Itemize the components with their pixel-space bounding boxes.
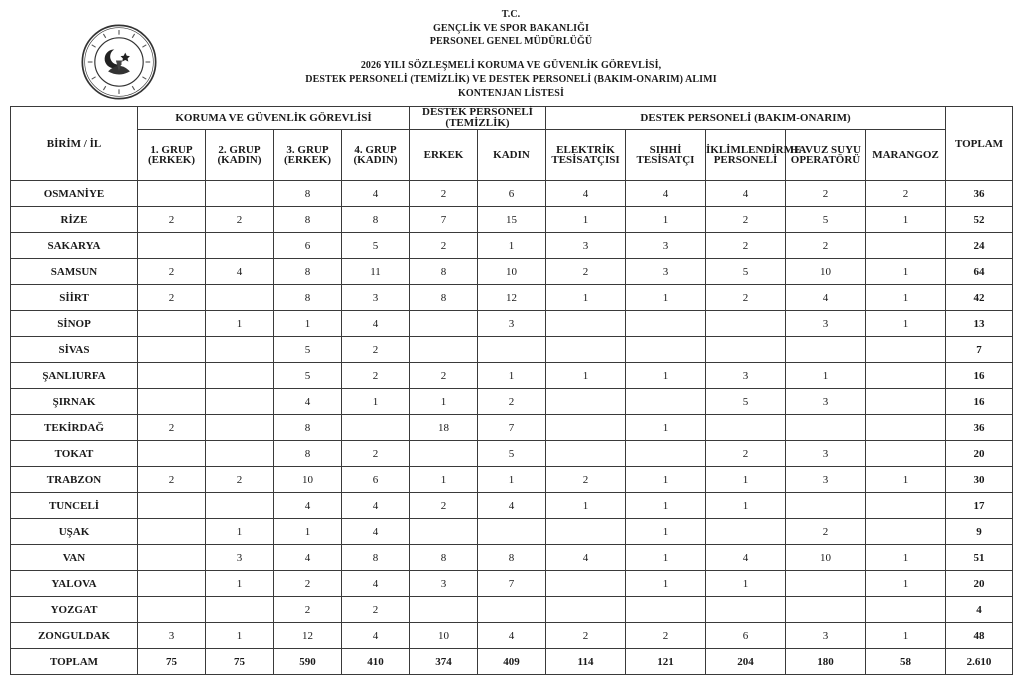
table-cell: 2 <box>342 363 410 389</box>
table-cell: 7 <box>478 415 546 441</box>
table-cell <box>410 519 478 545</box>
table-cell: 4 <box>626 181 706 207</box>
table-cell: 409 <box>478 649 546 675</box>
table-cell <box>786 493 866 519</box>
table-cell: 1 <box>410 389 478 415</box>
table-cell: 5 <box>786 207 866 233</box>
table-cell: 8 <box>274 441 342 467</box>
table-cell: 11 <box>342 259 410 285</box>
column-header: 4. GRUP (KADIN) <box>342 130 410 181</box>
table-cell: 10 <box>410 623 478 649</box>
table-cell: 1 <box>478 467 546 493</box>
table-cell <box>626 389 706 415</box>
table-cell: 5 <box>478 441 546 467</box>
table-cell: 2 <box>706 207 786 233</box>
table-cell <box>206 337 274 363</box>
row-total-cell: 16 <box>946 389 1013 415</box>
province-name: SAKARYA <box>11 233 138 259</box>
table-cell: 1 <box>866 207 946 233</box>
table-row <box>11 441 1013 467</box>
table-cell: 5 <box>342 233 410 259</box>
table-cell: 10 <box>274 467 342 493</box>
table-cell: 4 <box>478 493 546 519</box>
table-cell: 1 <box>274 311 342 337</box>
table-cell <box>138 233 206 259</box>
table-cell: 15 <box>478 207 546 233</box>
table-cell <box>410 311 478 337</box>
table-cell: 1 <box>626 207 706 233</box>
column-header: 1. GRUP (ERKEK) <box>138 130 206 181</box>
header-group-bakim: DESTEK PERSONELİ (BAKIM-ONARIM) <box>546 107 946 130</box>
table-cell: 8 <box>478 545 546 571</box>
province-name: TOKAT <box>11 441 138 467</box>
table-cell: 10 <box>786 259 866 285</box>
table-cell: 1 <box>626 571 706 597</box>
table-cell: 8 <box>410 259 478 285</box>
table-cell: 2 <box>410 363 478 389</box>
table-cell: 1 <box>706 467 786 493</box>
table-cell: 4 <box>342 181 410 207</box>
province-name: ZONGULDAK <box>11 623 138 649</box>
row-total-cell: 30 <box>946 467 1013 493</box>
table-cell: 1 <box>206 519 274 545</box>
document-header <box>10 5 1012 105</box>
table-cell: 75 <box>138 649 206 675</box>
header-line-tc: T.C. <box>501 9 521 20</box>
column-header: MARANGOZ <box>866 130 946 181</box>
table-cell <box>138 441 206 467</box>
table-cell: 4 <box>342 493 410 519</box>
table-cell <box>478 597 546 623</box>
table-cell: 3 <box>786 311 866 337</box>
province-name: RİZE <box>11 207 138 233</box>
quota-table <box>10 106 1013 675</box>
column-header: 2. GRUP (KADIN) <box>206 130 274 181</box>
table-cell <box>866 493 946 519</box>
table-cell: 4 <box>342 571 410 597</box>
table-cell <box>138 337 206 363</box>
table-row <box>11 571 1013 597</box>
province-name: TEKİRDAĞ <box>11 415 138 441</box>
table-cell: 10 <box>478 259 546 285</box>
table-cell: 8 <box>274 285 342 311</box>
table-cell: 12 <box>478 285 546 311</box>
table-cell <box>626 337 706 363</box>
table-cell: 4 <box>478 623 546 649</box>
table-cell <box>546 571 626 597</box>
table-cell: 1 <box>866 285 946 311</box>
column-header: 3. GRUP (ERKEK) <box>274 130 342 181</box>
table-cell <box>410 337 478 363</box>
table-cell <box>342 415 410 441</box>
table-cell <box>706 415 786 441</box>
header-line-title-3: KONTENJAN LİSTESİ <box>458 88 564 99</box>
table-cell <box>206 363 274 389</box>
province-name: SİVAS <box>11 337 138 363</box>
row-total-cell: 51 <box>946 545 1013 571</box>
table-cell: 2 <box>342 441 410 467</box>
table-cell: 2 <box>786 519 866 545</box>
table-cell <box>206 597 274 623</box>
province-name: VAN <box>11 545 138 571</box>
table-cell: 2 <box>626 623 706 649</box>
header-toplam: TOPLAM <box>946 107 1013 181</box>
table-row <box>11 519 1013 545</box>
table-cell <box>706 597 786 623</box>
table-cell: 2 <box>138 207 206 233</box>
table-cell: 10 <box>786 545 866 571</box>
table-cell: 121 <box>626 649 706 675</box>
table-cell <box>206 389 274 415</box>
table-cell: 8 <box>274 259 342 285</box>
table-cell: 180 <box>786 649 866 675</box>
table-cell: 1 <box>546 363 626 389</box>
table-cell: 1 <box>706 493 786 519</box>
table-cell: 1 <box>546 285 626 311</box>
table-cell <box>866 441 946 467</box>
table-cell: 4 <box>706 545 786 571</box>
table-row <box>11 207 1013 233</box>
table-cell: 4 <box>274 545 342 571</box>
table-cell: 2 <box>706 233 786 259</box>
table-cell <box>866 415 946 441</box>
table-cell: 1 <box>410 467 478 493</box>
table-cell: 1 <box>866 623 946 649</box>
table-cell: 1 <box>206 311 274 337</box>
summary-label: TOPLAM <box>11 649 138 675</box>
table-cell: 2 <box>786 233 866 259</box>
table-cell: 3 <box>546 233 626 259</box>
header-birim: BİRİM / İL <box>11 107 138 181</box>
province-name: SİİRT <box>11 285 138 311</box>
table-cell <box>786 571 866 597</box>
table-cell: 1 <box>786 363 866 389</box>
table-cell: 5 <box>706 259 786 285</box>
table-cell: 2 <box>410 233 478 259</box>
column-header: SIHHİ TESİSATÇI <box>626 130 706 181</box>
table-cell: 8 <box>410 545 478 571</box>
header-group-koruma: KORUMA VE GÜVENLİK GÖREVLİSİ <box>138 107 410 130</box>
table-cell: 1 <box>206 571 274 597</box>
table-cell: 6 <box>478 181 546 207</box>
table-cell: 1 <box>626 285 706 311</box>
table-cell <box>138 519 206 545</box>
table-cell <box>706 519 786 545</box>
header-group-temizlik: DESTEK PERSONELİ (TEMİZLİK) <box>410 107 546 130</box>
table-cell: 204 <box>706 649 786 675</box>
province-name: TRABZON <box>11 467 138 493</box>
province-name: ŞANLIURFA <box>11 363 138 389</box>
table-cell: 2 <box>478 389 546 415</box>
table-cell <box>706 311 786 337</box>
table-cell: 4 <box>342 519 410 545</box>
row-total-cell: 16 <box>946 363 1013 389</box>
table-cell <box>206 181 274 207</box>
table-cell: 4 <box>274 389 342 415</box>
table-cell: 58 <box>866 649 946 675</box>
row-total-cell: 24 <box>946 233 1013 259</box>
table-cell: 6 <box>342 467 410 493</box>
row-total-cell: 36 <box>946 415 1013 441</box>
table-cell: 4 <box>706 181 786 207</box>
quota-table-body <box>11 181 1013 675</box>
table-cell <box>786 597 866 623</box>
row-total-cell: 9 <box>946 519 1013 545</box>
table-cell: 1 <box>546 207 626 233</box>
table-row <box>11 285 1013 311</box>
table-cell: 3 <box>786 441 866 467</box>
table-cell: 2 <box>206 467 274 493</box>
table-cell <box>410 441 478 467</box>
table-cell: 2 <box>706 441 786 467</box>
table-cell <box>138 389 206 415</box>
table-cell <box>626 597 706 623</box>
province-name: YALOVA <box>11 571 138 597</box>
province-name: SAMSUN <box>11 259 138 285</box>
table-row <box>11 259 1013 285</box>
table-cell: 2 <box>138 285 206 311</box>
table-cell <box>866 363 946 389</box>
table-cell: 374 <box>410 649 478 675</box>
summary-row <box>11 649 1013 675</box>
table-cell: 2 <box>706 285 786 311</box>
column-header: HAVUZ SUYU OPERATÖRÜ <box>786 130 866 181</box>
table-cell: 12 <box>274 623 342 649</box>
row-total-cell: 4 <box>946 597 1013 623</box>
table-cell: 4 <box>546 181 626 207</box>
table-cell: 2 <box>274 571 342 597</box>
table-cell: 3 <box>626 259 706 285</box>
table-cell: 1 <box>478 233 546 259</box>
table-cell <box>626 441 706 467</box>
row-total-cell: 17 <box>946 493 1013 519</box>
table-cell: 2 <box>546 259 626 285</box>
table-cell: 1 <box>478 363 546 389</box>
table-cell: 114 <box>546 649 626 675</box>
table-cell <box>138 311 206 337</box>
table-cell: 2 <box>138 259 206 285</box>
table-row <box>11 597 1013 623</box>
table-cell: 3 <box>410 571 478 597</box>
table-cell <box>138 493 206 519</box>
header-line-ministry: GENÇLİK VE SPOR BAKANLIĞI <box>433 23 589 34</box>
table-cell: 8 <box>274 415 342 441</box>
table-cell: 4 <box>342 623 410 649</box>
table-row <box>11 467 1013 493</box>
table-cell <box>786 415 866 441</box>
table-cell <box>206 415 274 441</box>
row-total-cell: 42 <box>946 285 1013 311</box>
table-row <box>11 545 1013 571</box>
grand-total-cell: 2.610 <box>946 649 1013 675</box>
table-cell: 5 <box>706 389 786 415</box>
table-cell <box>546 441 626 467</box>
table-cell: 8 <box>342 207 410 233</box>
table-cell: 1 <box>342 389 410 415</box>
table-cell: 1 <box>866 467 946 493</box>
table-cell: 2 <box>410 493 478 519</box>
table-cell: 1 <box>546 493 626 519</box>
table-cell: 1 <box>626 519 706 545</box>
table-row <box>11 181 1013 207</box>
table-cell <box>706 337 786 363</box>
table-cell <box>206 233 274 259</box>
table-cell: 410 <box>342 649 410 675</box>
table-cell: 3 <box>138 623 206 649</box>
table-cell: 1 <box>626 467 706 493</box>
table-cell: 1 <box>866 259 946 285</box>
table-row <box>11 363 1013 389</box>
table-cell: 3 <box>478 311 546 337</box>
table-cell <box>546 337 626 363</box>
row-total-cell: 64 <box>946 259 1013 285</box>
table-cell: 6 <box>274 233 342 259</box>
table-cell: 5 <box>274 363 342 389</box>
table-cell: 8 <box>274 207 342 233</box>
table-cell <box>138 181 206 207</box>
table-cell: 1 <box>626 363 706 389</box>
table-cell: 4 <box>786 285 866 311</box>
table-cell: 3 <box>206 545 274 571</box>
table-cell <box>626 311 706 337</box>
column-header: KADIN <box>478 130 546 181</box>
table-cell <box>546 519 626 545</box>
table-cell: 2 <box>206 207 274 233</box>
table-row <box>11 337 1013 363</box>
table-cell: 2 <box>546 623 626 649</box>
province-name: TUNCELİ <box>11 493 138 519</box>
header-line-title-2: DESTEK PERSONELİ (TEMİZLİK) VE DESTEK PERSONELİ (BAKIM-ONARIM) ALIMI <box>305 74 717 85</box>
table-cell: 1 <box>274 519 342 545</box>
table-cell: 2 <box>410 181 478 207</box>
table-cell <box>206 493 274 519</box>
table-cell: 4 <box>274 493 342 519</box>
table-cell: 590 <box>274 649 342 675</box>
table-cell <box>866 597 946 623</box>
table-cell <box>138 597 206 623</box>
table-cell <box>138 363 206 389</box>
table-cell: 3 <box>786 467 866 493</box>
table-cell: 3 <box>626 233 706 259</box>
table-row <box>11 389 1013 415</box>
header-line-directorate: PERSONEL GENEL MÜDÜRLÜĞÜ <box>429 36 593 47</box>
province-name: UŞAK <box>11 519 138 545</box>
table-cell <box>206 441 274 467</box>
table-cell <box>138 571 206 597</box>
table-row <box>11 415 1013 441</box>
table-cell: 6 <box>706 623 786 649</box>
table-row <box>11 233 1013 259</box>
table-cell <box>786 337 866 363</box>
table-cell: 7 <box>478 571 546 597</box>
table-cell <box>478 337 546 363</box>
table-cell: 2 <box>866 181 946 207</box>
table-cell <box>410 597 478 623</box>
table-cell: 2 <box>342 597 410 623</box>
table-cell: 3 <box>342 285 410 311</box>
table-cell: 4 <box>342 311 410 337</box>
table-cell: 1 <box>866 571 946 597</box>
table-cell: 8 <box>342 545 410 571</box>
table-cell: 1 <box>626 545 706 571</box>
table-cell: 1 <box>626 415 706 441</box>
table-cell <box>478 519 546 545</box>
table-cell: 2 <box>342 337 410 363</box>
table-cell: 3 <box>706 363 786 389</box>
table-cell <box>206 285 274 311</box>
table-cell <box>546 415 626 441</box>
row-total-cell: 48 <box>946 623 1013 649</box>
table-cell: 2 <box>138 415 206 441</box>
province-name: YOZGAT <box>11 597 138 623</box>
province-name: SİNOP <box>11 311 138 337</box>
table-cell: 2 <box>786 181 866 207</box>
table-cell <box>866 233 946 259</box>
table-cell: 3 <box>786 389 866 415</box>
table-cell: 2 <box>138 467 206 493</box>
row-total-cell: 7 <box>946 337 1013 363</box>
table-cell: 1 <box>706 571 786 597</box>
table-cell <box>138 545 206 571</box>
row-total-cell: 20 <box>946 441 1013 467</box>
table-cell: 2 <box>546 467 626 493</box>
table-cell: 1 <box>626 493 706 519</box>
table-cell: 18 <box>410 415 478 441</box>
table-cell: 2 <box>274 597 342 623</box>
table-row <box>11 493 1013 519</box>
column-header: ELEKTRİK TESİSATÇISI <box>546 130 626 181</box>
table-cell <box>546 597 626 623</box>
table-cell: 1 <box>866 311 946 337</box>
table-cell <box>866 337 946 363</box>
column-header: İKLİMLENDİRME PERSONELİ <box>706 130 786 181</box>
table-cell: 1 <box>206 623 274 649</box>
province-name: OSMANİYE <box>11 181 138 207</box>
row-total-cell: 13 <box>946 311 1013 337</box>
table-cell: 4 <box>206 259 274 285</box>
table-cell: 4 <box>546 545 626 571</box>
table-cell <box>866 389 946 415</box>
table-cell: 8 <box>410 285 478 311</box>
province-name: ŞIRNAK <box>11 389 138 415</box>
table-row <box>11 623 1013 649</box>
table-row <box>11 311 1013 337</box>
table-cell: 7 <box>410 207 478 233</box>
table-cell: 1 <box>866 545 946 571</box>
row-total-cell: 20 <box>946 571 1013 597</box>
table-cell: 3 <box>786 623 866 649</box>
table-cell <box>546 311 626 337</box>
row-total-cell: 52 <box>946 207 1013 233</box>
row-total-cell: 36 <box>946 181 1013 207</box>
column-header: ERKEK <box>410 130 478 181</box>
table-cell: 8 <box>274 181 342 207</box>
table-cell <box>866 519 946 545</box>
table-cell: 5 <box>274 337 342 363</box>
header-line-title-1: 2026 YILI SÖZLEŞMELİ KORUMA VE GÜVENLİK GÖREVLİSİ, <box>360 60 662 71</box>
table-cell <box>546 389 626 415</box>
table-cell: 75 <box>206 649 274 675</box>
